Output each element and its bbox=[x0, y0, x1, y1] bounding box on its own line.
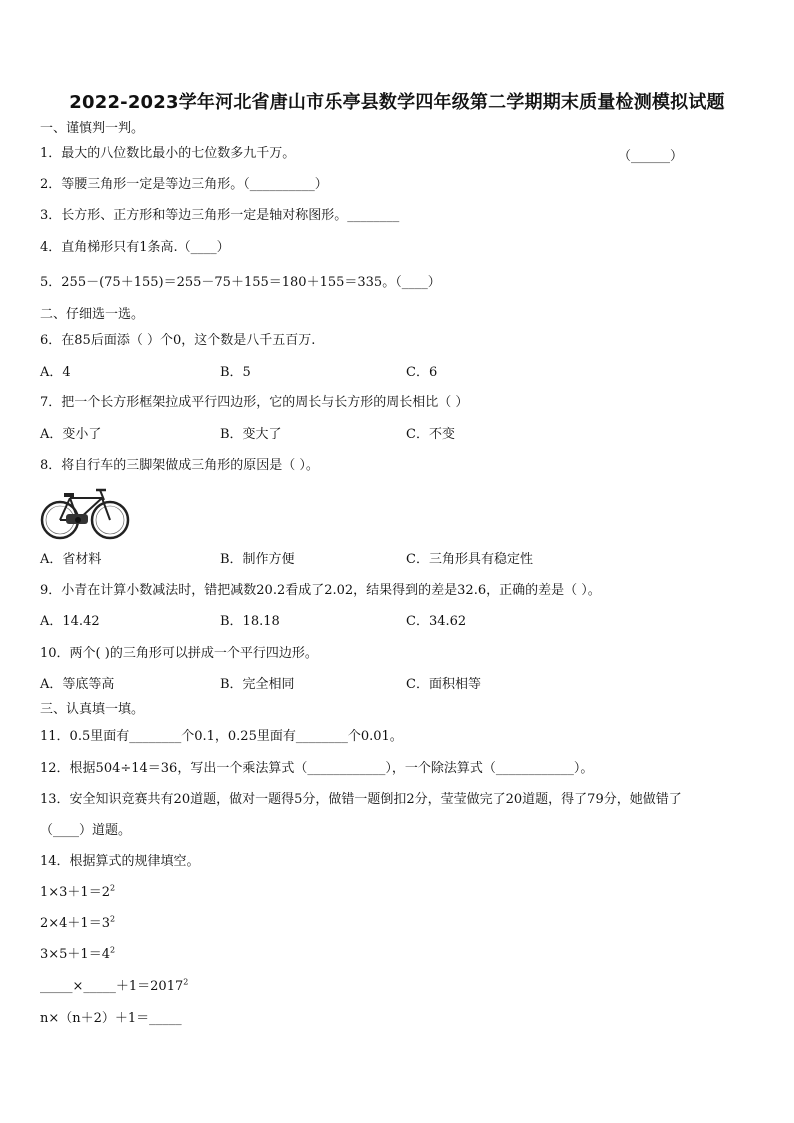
question-8-option-c[interactable]: C．三角形具有稳定性 bbox=[406, 552, 533, 567]
question-7-option-b[interactable]: B．变大了 bbox=[220, 427, 282, 442]
pattern-row-3: $3\times 5+1=4^2$ bbox=[40, 945, 116, 962]
question-10: 10．两个( )的三角形可以拼成一个平行四边形。 bbox=[40, 646, 318, 661]
question-7-option-c[interactable]: C．不变 bbox=[406, 427, 455, 442]
question-14: 14．根据算式的规律填空。 bbox=[40, 854, 200, 869]
section-heading-judge: 一、谨慎判一判。 bbox=[40, 121, 145, 136]
question-12: 12．根据504÷14＝36，写出一个乘法算式（____________），一个除法算式（____________）。 bbox=[40, 761, 594, 776]
question-9-option-a[interactable]: A．14.42 bbox=[40, 614, 100, 629]
section-heading-choose: 二、仔细选一选。 bbox=[40, 307, 145, 322]
question-4: 4．直角梯形只有1条高.（____） bbox=[40, 240, 230, 255]
question-7: 7．把一个长方形框架拉成平行四边形，它的周长与长方形的周长相比（ ） bbox=[40, 395, 469, 410]
question-3: 3．长方形、正方形和等边三角形一定是轴对称图形。________ bbox=[40, 208, 400, 223]
question-1-answer-blank[interactable]: （______） bbox=[618, 149, 684, 164]
question-10-option-b[interactable]: B．完全相同 bbox=[220, 677, 295, 692]
question-6-option-b[interactable]: B．5 bbox=[220, 365, 251, 380]
question-9-option-c[interactable]: C．34.62 bbox=[406, 614, 467, 629]
pattern-row-1: $1\times 3+1=2^2$ bbox=[40, 883, 116, 900]
question-6-option-c[interactable]: C．6 bbox=[406, 365, 438, 380]
question-13-line-2: （____）道题。 bbox=[40, 823, 132, 838]
section-heading-fill: 三、认真填一填。 bbox=[40, 702, 145, 717]
question-9: 9．小青在计算小数减法时，错把减数20.2看成了2.02，结果得到的差是32.6，正确的差是（ ）。 bbox=[40, 583, 601, 598]
question-1: 1．最大的八位数比最小的七位数多九千万。 bbox=[40, 146, 296, 161]
question-8: 8．将自行车的三脚架做成三角形的原因是（ ）。 bbox=[40, 458, 319, 473]
bicycle-icon bbox=[40, 484, 132, 542]
question-5: 5．255－(75＋155)＝255－75＋155＝180＋155＝335。（____） bbox=[40, 275, 441, 290]
question-9-option-b[interactable]: B．18.18 bbox=[220, 614, 280, 629]
question-8-option-b[interactable]: B．制作方便 bbox=[220, 552, 295, 567]
question-11: 11．0.5里面有________个0.1，0.25里面有________个0.01。 bbox=[40, 729, 403, 744]
question-10-option-a[interactable]: A．等底等高 bbox=[40, 677, 115, 692]
question-6-option-a[interactable]: A．4 bbox=[40, 365, 71, 380]
pattern-row-2: $2\times 4+1=3^2$ bbox=[40, 914, 116, 931]
page-title: 2022-2023学年河北省唐山市乐亭县数学四年级第二学期期末质量检测模拟试题 bbox=[69, 92, 725, 113]
question-2: 2．等腰三角形一定是等边三角形。（__________） bbox=[40, 177, 328, 192]
pattern-row-5[interactable]: n×（n＋2）＋1＝_____ bbox=[40, 1011, 182, 1026]
question-8-option-a[interactable]: A．省材料 bbox=[40, 552, 102, 567]
question-10-option-c[interactable]: C．面积相等 bbox=[406, 677, 481, 692]
question-6: 6．在85后面添（ ）个0，这个数是八千五百万. bbox=[40, 333, 316, 348]
question-7-option-a[interactable]: A．变小了 bbox=[40, 427, 102, 442]
pattern-row-4[interactable]: $\_\_\_\_\_\times\_\_\_\_\_+1=2017^2$ bbox=[40, 977, 189, 994]
question-13-line-1: 13．安全知识竞赛共有20道题，做对一题得5分，做错一题倒扣2分，莹莹做完了20道题，得了79分，她做错了 bbox=[40, 792, 682, 807]
